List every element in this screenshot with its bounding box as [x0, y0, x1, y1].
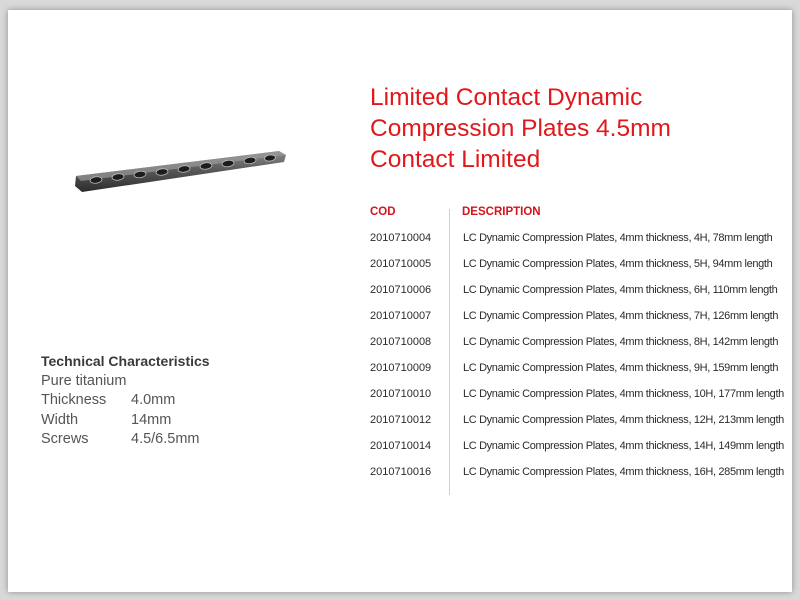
product-description: LC Dynamic Compression Plates, 4mm thickness, 4H, 78mm length — [463, 232, 773, 244]
screws-row — [41, 430, 210, 450]
technical-heading: Technical Characteristics — [41, 353, 210, 369]
product-code: 2010710005 — [370, 258, 432, 270]
product-code: 2010710006 — [370, 284, 432, 296]
product-code: 2010710009 — [370, 362, 432, 374]
product-description: LC Dynamic Compression Plates, 4mm thickness, 16H, 285mm length — [463, 466, 784, 478]
product-code: 2010710004 — [370, 232, 432, 244]
product-code: 2010710007 — [370, 310, 432, 322]
title-line-3: Contact Limited — [370, 146, 541, 173]
product-description: LC Dynamic Compression Plates, 4mm thickness, 8H, 142mm length — [463, 336, 779, 348]
code-column-header: COD — [370, 206, 396, 218]
catalog-page — [8, 10, 792, 592]
product-description: LC Dynamic Compression Plates, 4mm thickness, 7H, 126mm length — [463, 310, 779, 322]
width-row — [41, 411, 210, 431]
product-description: LC Dynamic Compression Plates, 4mm thickness, 9H, 159mm length — [463, 362, 779, 374]
product-description: LC Dynamic Compression Plates, 4mm thickness, 10H, 177mm length — [463, 388, 784, 400]
material-row — [41, 372, 210, 392]
description-column-header: DESCRIPTION — [462, 206, 541, 218]
product-code: 2010710014 — [370, 440, 432, 452]
title-line-1: Limited Contact Dynamic — [370, 84, 643, 111]
thickness-label: Thickness — [41, 392, 107, 408]
screws-label: Screws — [41, 431, 89, 447]
technical-characteristics — [41, 352, 210, 450]
title-line-2: Compression Plates 4.5mm — [370, 115, 671, 142]
bone-plate-image — [74, 146, 294, 196]
width-value: 14mm — [131, 411, 172, 428]
product-code: 2010710012 — [370, 414, 432, 426]
product-description: LC Dynamic Compression Plates, 4mm thickness, 14H, 149mm length — [463, 440, 784, 452]
page-title — [370, 82, 770, 175]
product-code: 2010710008 — [370, 336, 432, 348]
material-value: Pure titanium — [41, 372, 127, 389]
width-label: Width — [41, 411, 79, 428]
product-code: 2010710016 — [370, 466, 432, 478]
product-description: LC Dynamic Compression Plates, 4mm thickness, 12H, 213mm length — [463, 414, 784, 426]
product-description: LC Dynamic Compression Plates, 4mm thickness, 5H, 94mm length — [463, 258, 773, 270]
thickness-value: 4.0mm — [131, 392, 176, 408]
table-divider — [449, 209, 450, 495]
product-code: 2010710010 — [370, 388, 432, 400]
screws-value: 4.5/6.5mm — [131, 431, 200, 447]
product-description: LC Dynamic Compression Plates, 4mm thickness, 6H, 110mm length — [463, 284, 778, 296]
thickness-row — [41, 391, 210, 411]
